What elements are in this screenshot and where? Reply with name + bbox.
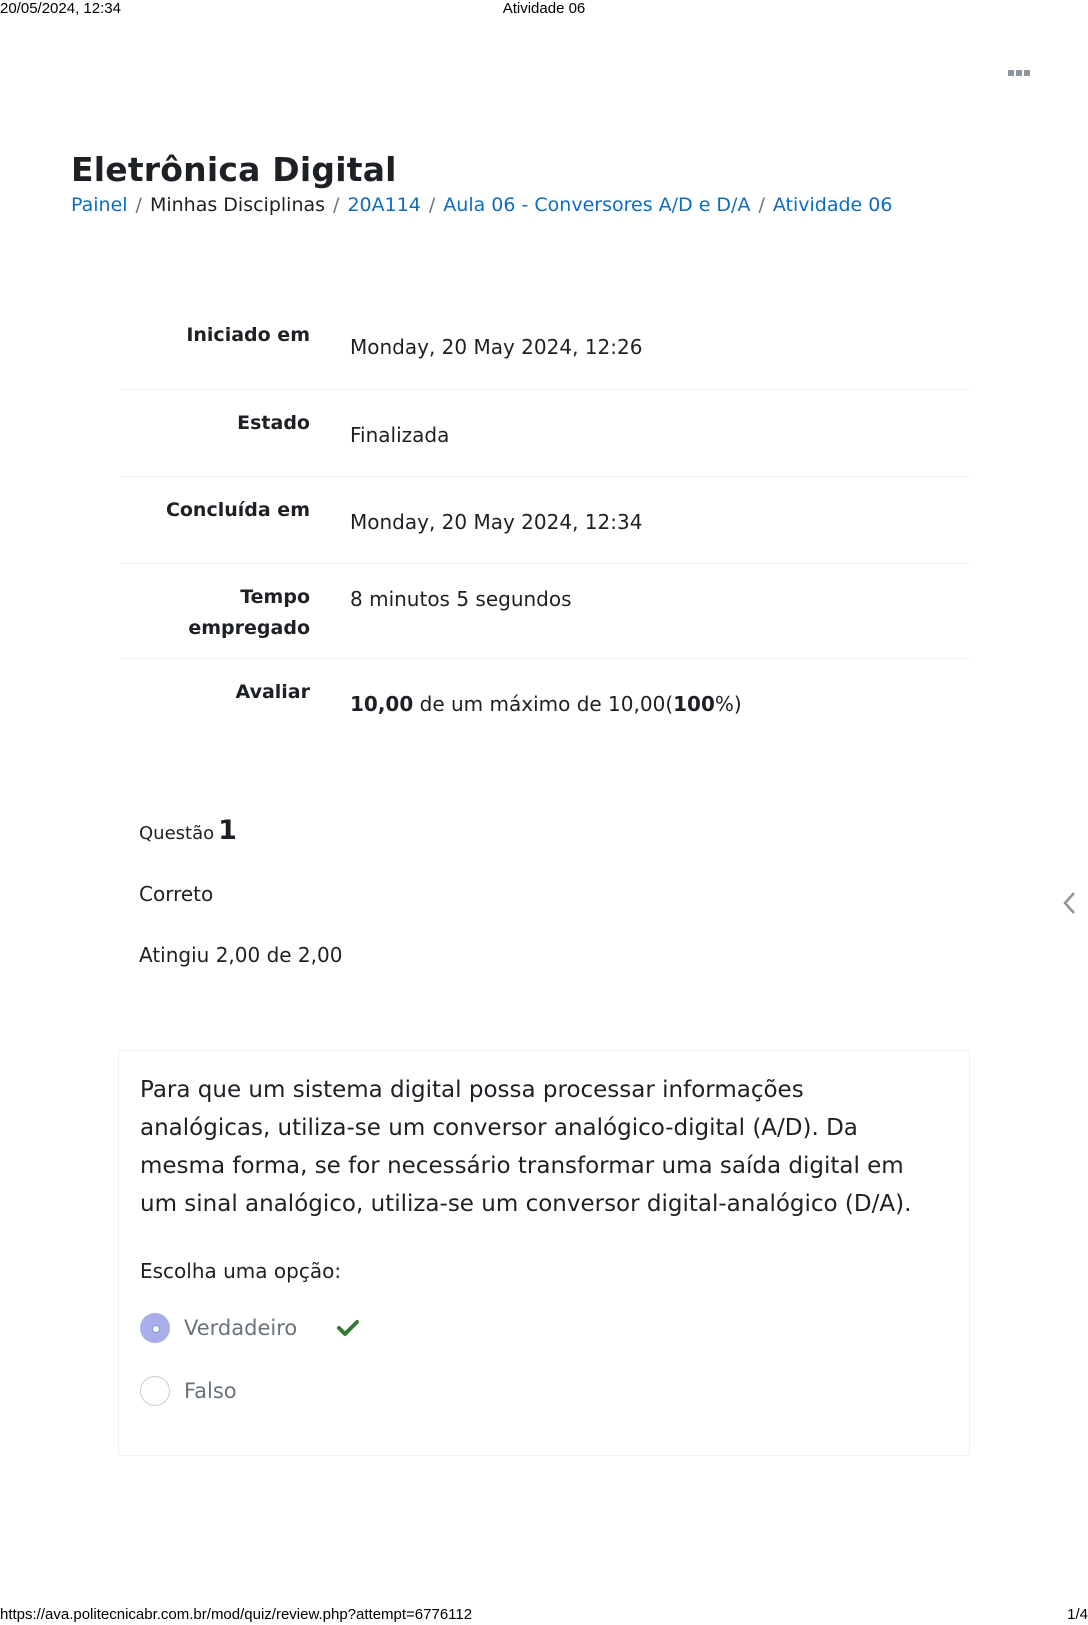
- print-page-number: 1/4: [1067, 1606, 1088, 1623]
- question-number-value: 1: [218, 815, 237, 846]
- chevron-left-icon[interactable]: [1060, 890, 1080, 916]
- print-footer: [0, 1605, 1088, 1625]
- breadcrumb-item-course-code[interactable]: 20A114: [347, 194, 421, 216]
- summary-label-line: Tempo: [240, 586, 310, 608]
- breadcrumb-item-painel[interactable]: Painel: [71, 194, 128, 216]
- breadcrumb-item-minhas-disciplinas: Minhas Disciplinas: [149, 194, 326, 216]
- summary-value: [328, 659, 970, 739]
- attempt-summary: [120, 302, 970, 739]
- question-label: Questão: [139, 823, 215, 844]
- answer-prompt: Escolha uma opção:: [140, 1259, 342, 1283]
- breadcrumb-separator: /: [758, 194, 765, 216]
- print-datetime: 20/05/2024, 12:34: [0, 0, 121, 17]
- more-icon[interactable]: [1008, 68, 1030, 78]
- summary-label: Concluída em: [165, 499, 310, 521]
- question-number: [139, 815, 342, 846]
- summary-value: Monday, 20 May 2024, 12:34: [350, 510, 643, 534]
- summary-label: Estado: [237, 412, 310, 434]
- summary-row-state: [120, 390, 970, 477]
- page-title: Eletrônica Digital: [71, 150, 397, 189]
- print-url: https://ava.politecnicabr.com.br/mod/quiz/review.php?attempt=6776112: [0, 1606, 473, 1623]
- summary-row-time: [120, 564, 970, 659]
- breadcrumb: [71, 194, 892, 216]
- print-header: [0, 0, 1088, 18]
- breadcrumb-separator: /: [333, 194, 340, 216]
- question-text-line: Para que um sistema digital possa processar informações: [140, 1077, 804, 1103]
- option-label: Verdadeiro: [184, 1316, 298, 1340]
- breadcrumb-item-activity[interactable]: Atividade 06: [772, 194, 893, 216]
- grade-max: de um máximo de 10,00(: [413, 692, 674, 716]
- breadcrumb-separator: /: [135, 194, 142, 216]
- summary-label: [120, 564, 328, 658]
- print-page-title: Atividade 06: [502, 0, 586, 17]
- summary-row-grade: [120, 659, 970, 739]
- question-text: [140, 1071, 952, 1223]
- summary-label: Avaliar: [235, 681, 310, 703]
- grade-percent: 100: [673, 692, 715, 716]
- grade-score: 10,00: [350, 692, 414, 716]
- summary-label-line: empregado: [188, 617, 310, 639]
- option-label: Falso: [184, 1379, 237, 1403]
- option-verdadeiro[interactable]: [140, 1313, 359, 1343]
- summary-value: 8 minutos 5 segundos: [350, 587, 572, 611]
- radio-unselected[interactable]: [140, 1376, 170, 1406]
- question-grade: Atingiu 2,00 de 2,00: [139, 943, 343, 967]
- option-falso[interactable]: [140, 1376, 237, 1406]
- summary-value: Monday, 20 May 2024, 12:26: [350, 335, 643, 359]
- question-box: [118, 1050, 970, 1456]
- question-state: Correto: [139, 882, 214, 906]
- question-text-line: mesma forma, se for necessário transformar uma saída digital em: [140, 1153, 904, 1179]
- grade-percent-suffix: %): [714, 692, 742, 716]
- check-icon: [337, 1319, 359, 1337]
- question-text-line: analógicas, utiliza-se um conversor analógico-digital (A/D). Da: [140, 1115, 858, 1141]
- summary-row-completed: [120, 477, 970, 564]
- breadcrumb-item-lesson[interactable]: Aula 06 - Conversores A/D e D/A: [443, 194, 751, 216]
- summary-row-started: [120, 302, 970, 390]
- summary-label: Iniciado em: [186, 324, 310, 346]
- summary-value: Finalizada: [350, 423, 450, 447]
- question-text-line: um sinal analógico, utiliza-se um conversor digital-analógico (D/A).: [140, 1191, 912, 1217]
- question-info: [139, 815, 342, 967]
- radio-selected[interactable]: [140, 1313, 170, 1343]
- breadcrumb-separator: /: [428, 194, 436, 216]
